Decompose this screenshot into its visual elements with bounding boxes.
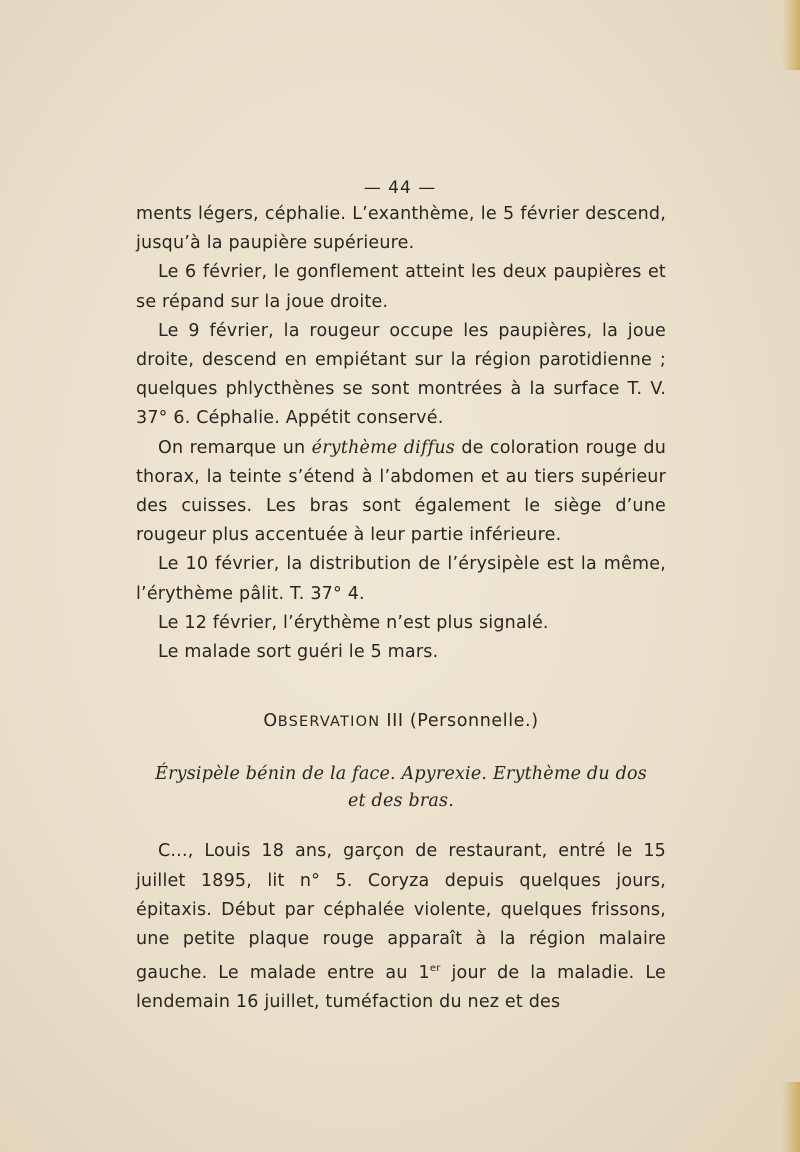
subtitle-line: et des bras. [348, 791, 454, 812]
paper-stain-top [782, 0, 800, 70]
paragraph: Le 6 février, le gonflement atteint les deux paupières et se répand sur la joue droite. [136, 262, 666, 312]
paper-stain-bottom [782, 1082, 800, 1152]
paragraph-text: de coloration rouge du thorax, la teinte s’étend à l’abdomen et au tiers supérieur des cuisses. Les bras sont également le siège d’une rougeur plus accentuée à leur partie inférieure. [136, 437, 666, 546]
subtitle-line: Érysipèle bénin de la face. Apyrexie. Erythème du dos [155, 764, 647, 785]
paragraph: Le 10 février, la distribution de l’érysipèle est la même, l’érythème pâlit. T. 37° 4. [136, 554, 666, 604]
paragraph: Le 9 février, la rougeur occupe les paupières, la joue droite, descend en empiétant sur la région parotidienne ; quelques phlycthènes se sont montrées à la surface T. V. 37° 6. Céphalie. Appétit conservé. [136, 320, 666, 429]
paragraph-erytheme [136, 434, 666, 551]
paragraph: Le malade sort guéri le 5 mars. [158, 642, 439, 663]
body-text [136, 200, 666, 1018]
page-number: — 44 — [363, 178, 437, 198]
italic-term: érythème diffus [311, 437, 455, 458]
paragraph: ments légers, céphalie. L’exanthème, le 5 février descend, jusqu’à la paupière supérieure. [136, 204, 666, 254]
paragraph: Le 12 février, l’érythème n’est plus signalé. [158, 612, 549, 633]
paragraph-case: C..., Louis 18 ans, garçon de restaurant, entré le 15 juillet 1895, lit n° 5. Coryza depuis quelques jours, épitaxis. Début par céphalée violente, quelques frissons, une petite plaque rouge apparaît à la région malaire gauche. Le malade entre au 1er jour de la maladie. Le lendemain 16 juillet, tuméfaction du nez et des [136, 841, 666, 1013]
superscript: er [429, 963, 441, 975]
observation-subtitle [136, 761, 666, 815]
observation-heading: OBSERVATION III (Personnelle.) [263, 711, 539, 732]
paragraph-text: On remarque un [158, 437, 312, 458]
